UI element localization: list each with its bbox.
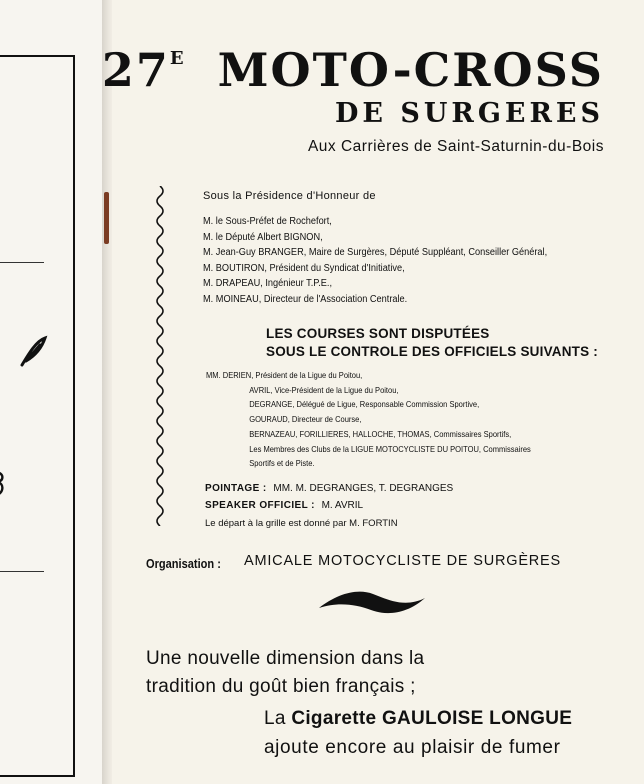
official-item: BERNAZEAU, FORILLIERES, HALLOCHE, THOMAS, Commissaires Sportifs, [249,428,512,439]
officials-heading [266,325,598,361]
official-item: Sportifs et de Piste. [249,458,315,469]
event-place: DE SURGERES [334,98,604,129]
speaker-line [205,500,363,511]
left-page-script-glyph-icon [18,335,48,369]
event-venue: Aux Carrières de Saint-Saturnin-du-Bois [307,138,604,155]
slogan-brand: Cigarette GAULOISE LONGUE [291,708,573,729]
official-item: MM. DERIEN, Président de la Ligue du Poitou, [206,370,363,380]
left-page-rule [0,262,44,263]
slogan-line: ajoute encore au plaisir de fumer [264,737,561,758]
official-item: AVRIL, Vice-Président de la Ligue du Poitou, [249,384,399,395]
official-item: Les Membres des Clubs de la LIGUE MOTOCYCLISTE DU POITOU, Commissaires [249,443,531,454]
patronage-item: M. Jean-Guy BRANGER, Maire de Surgères, Député Suppléant, Conseiller Général, [203,247,548,258]
patronage-item: M. le Député Albert BIGNON, [203,231,323,243]
pointage-value: MM. M. DEGRANGES, T. DEGRANGES [273,483,454,494]
event-name: MOTO-CROSS [217,43,604,97]
swash-ornament-icon [317,584,427,624]
left-page [0,0,108,784]
decorative-squiggle-border [152,186,168,526]
pointage-label: POINTAGE : [205,483,267,494]
edition-number: 27 [101,43,170,97]
page-title [101,43,604,97]
organisation-label: Organisation : [146,556,221,571]
patronage-item: M. BOUTIRON, Président du Syndicat d'Initiative, [203,262,405,274]
slogan-line [264,708,572,730]
left-page-rule [0,571,44,572]
program-page [101,0,644,784]
speaker-label: SPEAKER OFFICIEL : [205,500,315,511]
patronage-heading: Sous la Présidence d'Honneur de [203,190,376,202]
slogan-line: Une nouvelle dimension dans la [146,648,425,669]
patronage-item: M. DRAPEAU, Ingénieur T.P.E., [203,278,333,289]
speaker-value: M. AVRIL [321,500,364,511]
patronage-item: M. MOINEAU, Directeur de l'Association Centrale. [203,293,408,305]
organisation-name: AMICALE MOTOCYCLISTE DE SURGÈRES [244,553,562,569]
official-item: DEGRANGE, Délégué de Ligue, Responsable Commission Sportive, [249,399,480,410]
officials-heading-line: LES COURSES SONT DISPUTÉES [266,326,490,341]
slogan-prefix: La [264,708,292,729]
official-item: GOURAUD, Directeur de Course, [249,414,362,425]
slogan-line: tradition du goût bien français ; [146,676,416,697]
officials-heading-line: SOUS LE CONTROLE DES OFFICIELS SUIVANTS : [266,344,598,359]
pointage-line [205,483,453,494]
left-page-script-glyph-icon [0,468,6,498]
start-grid-note: Le départ à la grille est donné par M. FORTIN [205,518,398,529]
edition-superscript: E [169,48,186,69]
binding-thread [104,192,109,244]
patronage-list [203,214,577,307]
patronage-item: M. le Sous-Préfet de Rochefort, [203,216,332,227]
officials-list [206,368,567,471]
left-page-frame [0,55,75,777]
